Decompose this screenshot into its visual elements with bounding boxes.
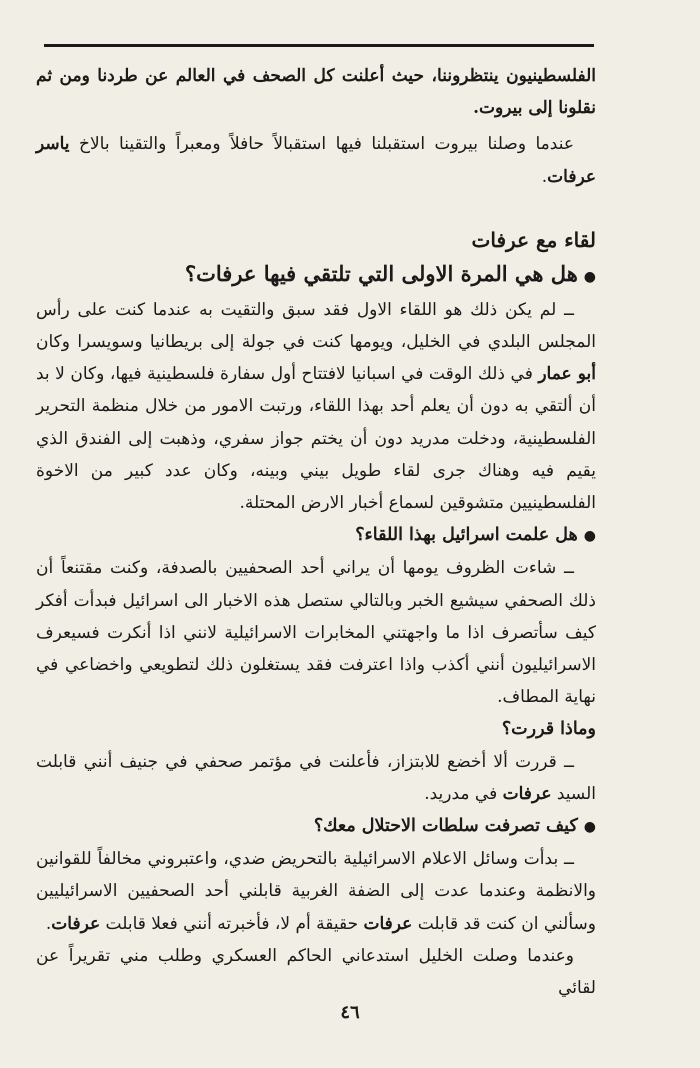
question-3: وماذا قررت؟ — [501, 719, 596, 740]
paragraph-arrival-beirut: عندما وصلنا بيروت استقبلنا فيها استقبالاً حافلاً ومعبراً والتقينا بالاخ ياسر عرفات. — [36, 134, 596, 187]
answer-5: وعندما وصلت الخليل استدعاني الحاكم العسكري وطلب مني تقريراً عن لقائي — [36, 945, 596, 999]
name-arafat: عرفات — [363, 913, 413, 934]
bullet-icon: ● — [583, 268, 596, 285]
name-abu-ammar: أبو عمار — [538, 364, 596, 385]
answer-2: ــ شاءت الظروف يومها أن يراني أحد الصحفيين بالصدفة، وكنت مقتنعاً أن ذلك الصحفي سيشيع الخبر وبالتالي ستصل هذه الاخبار الى اسرائيل فبدأت أفكر كيف سأتصرف اذا ما واجهتني المخابرات الاسرائيلية لانني اذا أنكرت فسيعرف الاسرائيليون أنني أكذب واذا اعترفت فقد يستغلون ذلك لتطويعي واخضاعي في نهاية المطاف. — [36, 558, 596, 708]
answer-4: ــ بدأت وسائل الاعلام الاسرائيلية بالتحريض ضدي، واعتبروني مخالفاً للقوانين والانظمة وعندما عدت إلى الضفة الغربية قابلني أحد الصحفيين الاسرائيليين وسألني ان كنت قد قابلت عرفات حقيقة أم لا، فأخبرته أنني فعلا قابلت عرفات. — [36, 849, 596, 934]
question-4: ●كيف تصرفت سلطات الاحتلال معك؟ — [313, 816, 596, 837]
answer-1: ــ لم يكن ذلك هو اللقاء الاول فقد سبق والتقيت به عندما كنت على رأس المجلس البلدي في الخليل، ويومها كنت في جولة إلى بريطانيا وسويسرا وكان أبو عمار في ذلك الوقت في اسبانيا لافتتاح أول سفارة فلسطينية فيها، وكان لا بد أن ألتقي به دون أن يعلم أحد بهذا اللقاء، ورتبت الامور من خلال منظمة التحرير الفلسطينية، ودخلت مدريد دون أن يختم جواز سفري، وذهبت إلى الفندق الذي يقيم فيه وهناك جرى لقاء طويل بيني وبينه، وكان عدد كبير من الاخوة الفلسطينيين متشوقين لسماع أخبار الارض المحتلة. — [36, 299, 596, 514]
body-text — [36, 60, 596, 1004]
question-1: ●هل هي المرة الاولى التي تلتقي فيها عرفات؟ — [184, 260, 596, 286]
bullet-icon: ● — [583, 819, 596, 836]
name-yasser-arafat: ياسر عرفات — [36, 134, 596, 187]
question-2: ●هل علمت اسرائيل بهذا اللقاء؟ — [355, 525, 596, 546]
name-arafat: عرفات — [502, 783, 552, 804]
header-rule — [44, 44, 594, 47]
section-title: لقاء مع عرفات — [471, 227, 596, 252]
name-arafat: عرفات — [51, 913, 101, 934]
page-number: ٤٦ — [340, 1002, 360, 1023]
answer-3: ــ قررت ألا أخضع للابتزاز، فأعلنت في مؤتمر صحفي في جنيف أنني قابلت السيد عرفات في مدريد. — [36, 751, 596, 804]
paragraph-continued: الفلسطينيون ينتظروننا، حيث أعلنت كل الصحف في العالم عن طردنا ومن ثم نقلونا إلى بيروت. — [36, 66, 596, 119]
bullet-icon: ● — [583, 528, 596, 545]
